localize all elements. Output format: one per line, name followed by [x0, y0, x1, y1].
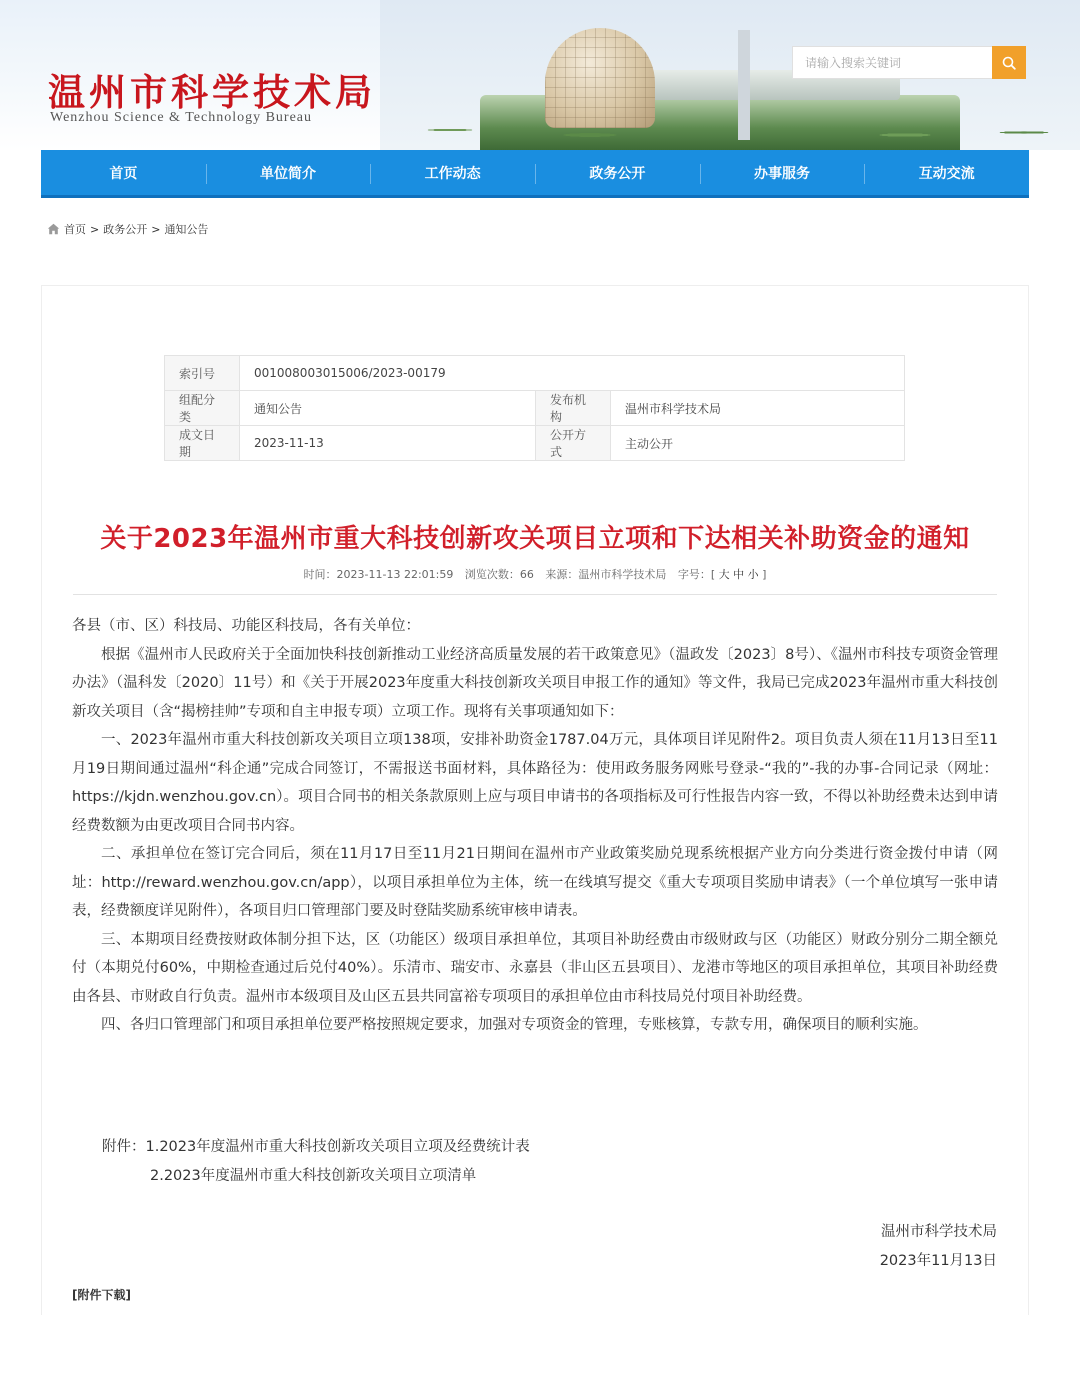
breadcrumb-notices[interactable]: 通知公告: [164, 223, 209, 236]
meta-publisher-value: 温州市科学技术局: [611, 391, 905, 426]
search-icon: [1002, 56, 1016, 70]
font-size-small[interactable]: 小: [747, 568, 759, 581]
breadcrumb-separator: >: [90, 222, 100, 236]
meta-date-value: 2023-11-13: [240, 426, 536, 461]
meta-mode-label: 公开方式: [536, 426, 611, 461]
title-divider: [73, 594, 997, 595]
signature-block: [880, 1218, 997, 1276]
article-body: [72, 612, 998, 1040]
font-size-end: ]: [762, 568, 767, 581]
search-input[interactable]: [792, 46, 992, 79]
site-header: [0, 0, 1080, 150]
article-paragraph: 根据《温州市人民政府关于全面加快科技创新推动工业经济高质量发展的若干政策意见》（温政发〔2023〕8号）、《温州市科技专项资金管理办法》（温科发〔2020〕11号）和《关于开展2023年度重大科技创新攻关项目申报工作的通知》等文件，我局已完成2023年温州市重大科技创新攻关项目（含“揭榜挂帅”专项和自主申报专项）立项工作。现将有关事项通知如下：: [72, 646, 998, 720]
search-bar: [792, 46, 1026, 79]
article-paragraph: 四、各归口管理部门和项目承担单位要严格按照规定要求，加强对专项资金的管理，专账核算，专款专用，确保项目的顺利实施。: [101, 1017, 928, 1033]
main-nav: [41, 150, 1029, 198]
breadcrumb-home[interactable]: 首页: [64, 223, 86, 236]
document-meta-table: [164, 355, 905, 461]
table-row: [165, 356, 905, 391]
nav-about[interactable]: 单位简介: [206, 150, 371, 195]
article-views: 浏览次数：66: [464, 568, 534, 581]
breadcrumb: [47, 221, 208, 237]
meta-index-value: 001008003015006/2023-00179: [240, 356, 905, 391]
table-row: [165, 391, 905, 426]
attachments-list: [102, 1133, 530, 1190]
nav-interaction[interactable]: 互动交流: [864, 150, 1029, 195]
article-info: [0, 566, 1070, 582]
table-row: [165, 426, 905, 461]
meta-mode-value: 主动公开: [611, 426, 905, 461]
attachment-row: [102, 1133, 530, 1162]
nav-news[interactable]: 工作动态: [370, 150, 535, 195]
signature-org: 温州市科学技术局: [881, 1224, 997, 1240]
attachment-item: 2.2023年度温州市重大科技创新攻关项目立项清单: [150, 1167, 477, 1184]
meta-publisher-label: 发布机构: [536, 391, 611, 426]
attachment-label: 附件：: [102, 1139, 146, 1155]
meta-index-label: 索引号: [165, 356, 240, 391]
nav-gov-affairs[interactable]: 政务公开: [535, 150, 700, 195]
article-paragraph: 二、承担单位在签订完合同后，须在11月17日至11月21日期间在温州市产业政策奖励兑现系统根据产业方向分类进行资金拨付申请（网址：http://reward.wenzhou.gov.cn/app），以项目承担单位为主体，统一在线填写提交《重大专项项目奖励申请表》（一个单位填写一张申请表，经费额度详见附件），各项目归口管理部门要及时登陆奖励系统审核申请表。: [72, 846, 998, 919]
meta-category-label: 组配分类: [165, 391, 240, 426]
nav-home[interactable]: 首页: [109, 165, 138, 182]
font-size-medium[interactable]: 中: [733, 568, 745, 581]
article-paragraph: 一、2023年温州市重大科技创新攻关项目立项138项，安排补助资金1787.04万元，具体项目详见附件2。项目负责人须在11月13日至11月19日期间通过温州“科企通”完成合同签订，不需报送书面材料，具体路径为：使用政务服务网账号登录-“我的”-我的办事-合同记录（网址：https://kjdn.wenzhou.gov.cn）。项目合同书的相关条款原则上应与项目申请书的各项指标及可行性报告内容一致，不得以补助经费未达到申请经费数额为由更改项目合同书内容。: [72, 732, 998, 834]
breadcrumb-gov-affairs[interactable]: 政务公开: [103, 223, 148, 236]
article-source: 来源：温州市科学技术局: [545, 568, 667, 581]
search-button[interactable]: [992, 46, 1026, 79]
attachment-item: 1.2023年度温州市重大科技创新攻关项目立项及经费统计表: [145, 1139, 530, 1155]
site-logo-title[interactable]: 温州市科学技术局: [48, 70, 376, 114]
article-paragraph: 三、本期项目经费按财政体制分担下达，区（功能区）级项目承担单位，其项目补助经费由市级财政与区（功能区）财政分别分二期全额兑付（本期兑付60%，中期检查通过后兑付40%）。乐清市、瑞安市、永嘉县（非山区五县项目）、龙港市等地区的项目承担单位，其项目补助经费由各县、市财政自行负责。温州市本级项目及山区五县共同富裕专项项目的承担单位由市科技局兑付项目补助经费。: [72, 931, 998, 1005]
article-title: 关于2023年温州市重大科技创新攻关项目立项和下达相关补助资金的通知: [100, 524, 970, 554]
home-icon: [47, 223, 60, 235]
font-size-label: 字号：[: [677, 568, 716, 581]
banner-trees: [380, 100, 1080, 150]
meta-date-label: 成文日期: [165, 426, 240, 461]
font-size-large[interactable]: 大: [718, 568, 730, 581]
signature-date: 2023年11月13日: [879, 1253, 997, 1269]
meta-category-value: 通知公告: [240, 391, 536, 426]
attachment-download-link[interactable]: [附件下载]: [72, 1288, 131, 1302]
nav-services[interactable]: 办事服务: [700, 150, 865, 195]
article-time: 时间：2023-11-13 22:01:59: [303, 568, 454, 581]
article-salutation: 各县（市、区）科技局、功能区科技局，各有关单位：: [72, 618, 420, 634]
breadcrumb-separator: >: [151, 222, 161, 236]
site-logo-subtitle: Wenzhou Science & Technology Bureau: [50, 110, 313, 125]
font-size-control: [678, 568, 767, 581]
